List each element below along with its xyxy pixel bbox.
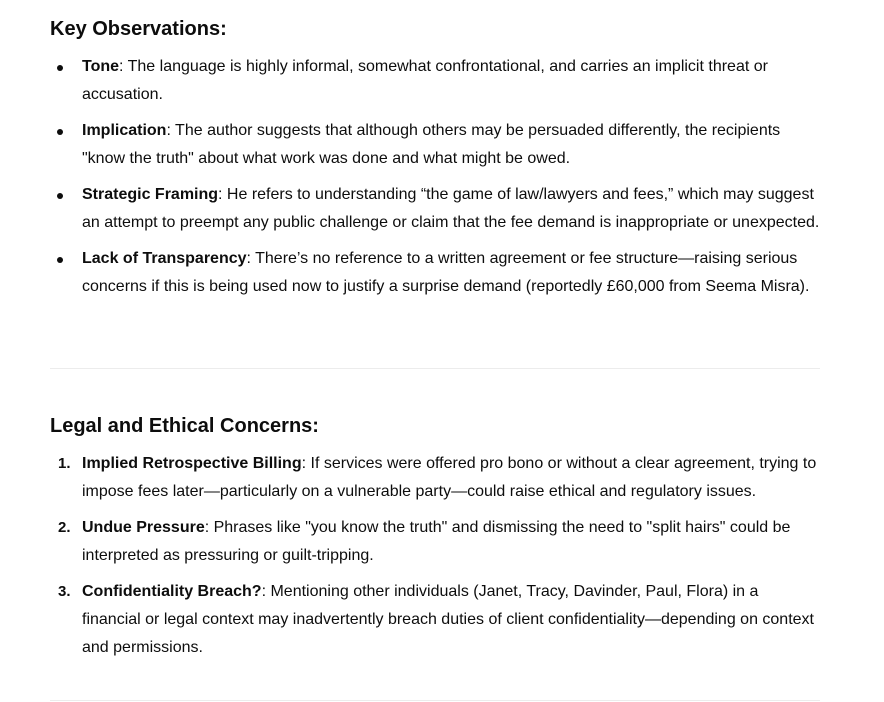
list-item bbox=[50, 245, 820, 301]
bullet-dot-icon bbox=[57, 257, 63, 263]
item-term: Implication bbox=[82, 122, 167, 139]
item-text: : Phrases like "you know the truth" and dismissing the need to "split hairs" could be interpreted as pressuring or guilt-tripping. bbox=[82, 519, 791, 564]
section-divider bbox=[50, 368, 820, 369]
key-observations-list bbox=[50, 53, 820, 309]
item-text: : He refers to understanding “the game of law/lawyers and fees,” which may suggest an attempt to preempt any public challenge or claim that the fee demand is inappropriate or unexpected. bbox=[82, 186, 820, 231]
section-divider bbox=[50, 700, 820, 701]
list-item bbox=[50, 117, 820, 173]
item-text: : The language is highly informal, somewhat confrontational, and carries an implicit threat or accusation. bbox=[82, 58, 768, 103]
item-term: Undue Pressure bbox=[82, 519, 205, 536]
item-text: : There’s no reference to a written agreement or fee structure—raising serious concerns if this is being used now to justify a surprise demand (reportedly £60,000 from Seema Misra). bbox=[82, 250, 810, 295]
section-heading-key-observations: Key Observations: bbox=[50, 18, 227, 40]
list-item bbox=[50, 450, 820, 506]
item-text: : The author suggests that although others may be persuaded differently, the recipients "know the truth" about what work was done and what might be owed. bbox=[82, 122, 781, 167]
item-term: Confidentiality Breach? bbox=[82, 583, 262, 600]
section-heading-legal-ethical-concerns: Legal and Ethical Concerns: bbox=[50, 415, 319, 437]
item-term: Implied Retrospective Billing bbox=[82, 455, 302, 472]
item-term: Tone bbox=[82, 58, 120, 75]
bullet-dot-icon bbox=[57, 129, 63, 135]
item-number: 2. bbox=[58, 519, 71, 536]
list-item bbox=[50, 53, 820, 109]
item-number: 1. bbox=[58, 455, 71, 472]
item-text: : If services were offered pro bono or without a clear agreement, trying to impose fees later—particularly on a vulnerable party—could raise ethical and regulatory issues. bbox=[82, 455, 817, 500]
list-item bbox=[50, 578, 820, 662]
item-term: Lack of Transparency bbox=[82, 250, 247, 267]
list-item bbox=[50, 181, 820, 237]
bullet-dot-icon bbox=[57, 193, 63, 199]
legal-concerns-list bbox=[50, 450, 820, 670]
bullet-dot-icon bbox=[57, 65, 63, 71]
item-term: Strategic Framing bbox=[82, 186, 219, 203]
item-number: 3. bbox=[58, 583, 71, 600]
item-text: : Mentioning other individuals (Janet, Tracy, Davinder, Paul, Flora) in a financial or legal context may inadvertently breach duties of client confidentiality—depending on context and permissions. bbox=[82, 583, 814, 656]
list-item bbox=[50, 514, 820, 570]
